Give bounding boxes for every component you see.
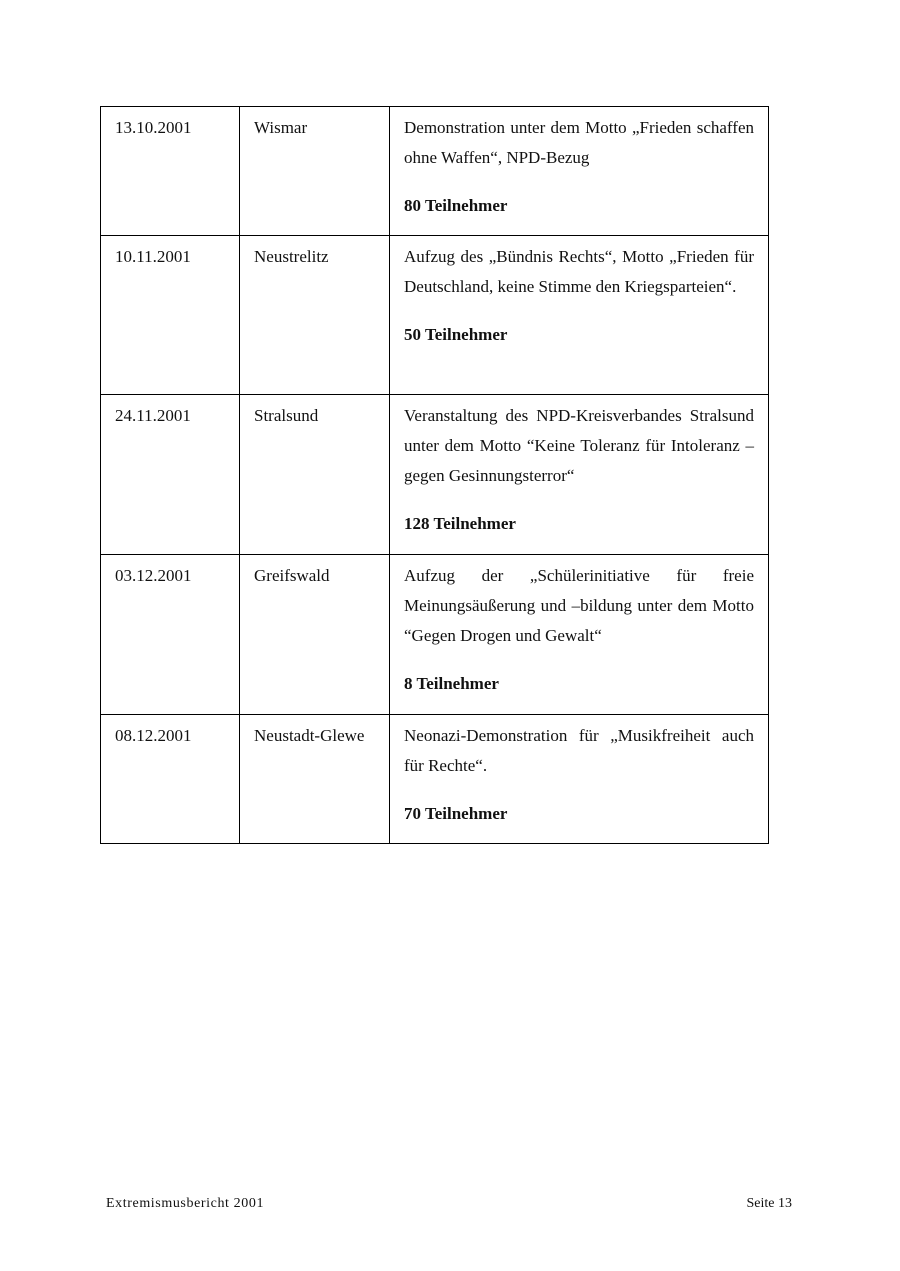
events-table — [100, 106, 769, 844]
event-date: 24.11.2001 — [101, 395, 240, 555]
event-participants: 128 Teilnehmer — [404, 514, 516, 533]
event-participants: 8 Teilnehmer — [404, 674, 499, 693]
event-place: Greifswald — [240, 555, 390, 715]
event-details — [390, 395, 769, 555]
event-place: Stralsund — [240, 395, 390, 555]
event-details — [390, 715, 769, 844]
event-place: Neustadt-Glewe — [240, 715, 390, 844]
event-date: 08.12.2001 — [101, 715, 240, 844]
event-details — [390, 236, 769, 395]
table-row — [101, 715, 769, 844]
event-participants: 80 Teilnehmer — [404, 196, 508, 215]
event-date: 03.12.2001 — [101, 555, 240, 715]
event-description: Neonazi-Demonstration für „Musikfreiheit auch für Rechte“. — [404, 726, 754, 775]
event-participants: 50 Teilnehmer — [404, 325, 508, 344]
event-description: Aufzug der „Schülerinitiative für freie Meinungsäußerung und –bildung unter dem Motto “Gegen Drogen und Gewalt“ — [404, 566, 754, 645]
table-row — [101, 107, 769, 236]
event-place: Wismar — [240, 107, 390, 236]
event-description: Aufzug des „Bündnis Rechts“, Motto „Frieden für Deutschland, keine Stimme den Kriegsparteien“. — [404, 247, 754, 296]
event-date: 13.10.2001 — [101, 107, 240, 236]
table-row — [101, 395, 769, 555]
footer-page-number: Seite 13 — [746, 1196, 792, 1211]
event-details — [390, 107, 769, 236]
table-row — [101, 236, 769, 395]
event-details — [390, 555, 769, 715]
event-description: Demonstration unter dem Motto „Frieden schaffen ohne Waffen“, NPD-Bezug — [404, 118, 754, 167]
event-date: 10.11.2001 — [101, 236, 240, 395]
footer-report-title: Extremismusbericht 2001 — [106, 1196, 265, 1211]
table-row — [101, 555, 769, 715]
event-description: Veranstaltung des NPD-Kreisverbandes Stralsund unter dem Motto “Keine Toleranz für Intoleranz – gegen Gesinnungsterror“ — [404, 406, 754, 485]
event-participants: 70 Teilnehmer — [404, 804, 508, 823]
event-place: Neustrelitz — [240, 236, 390, 395]
